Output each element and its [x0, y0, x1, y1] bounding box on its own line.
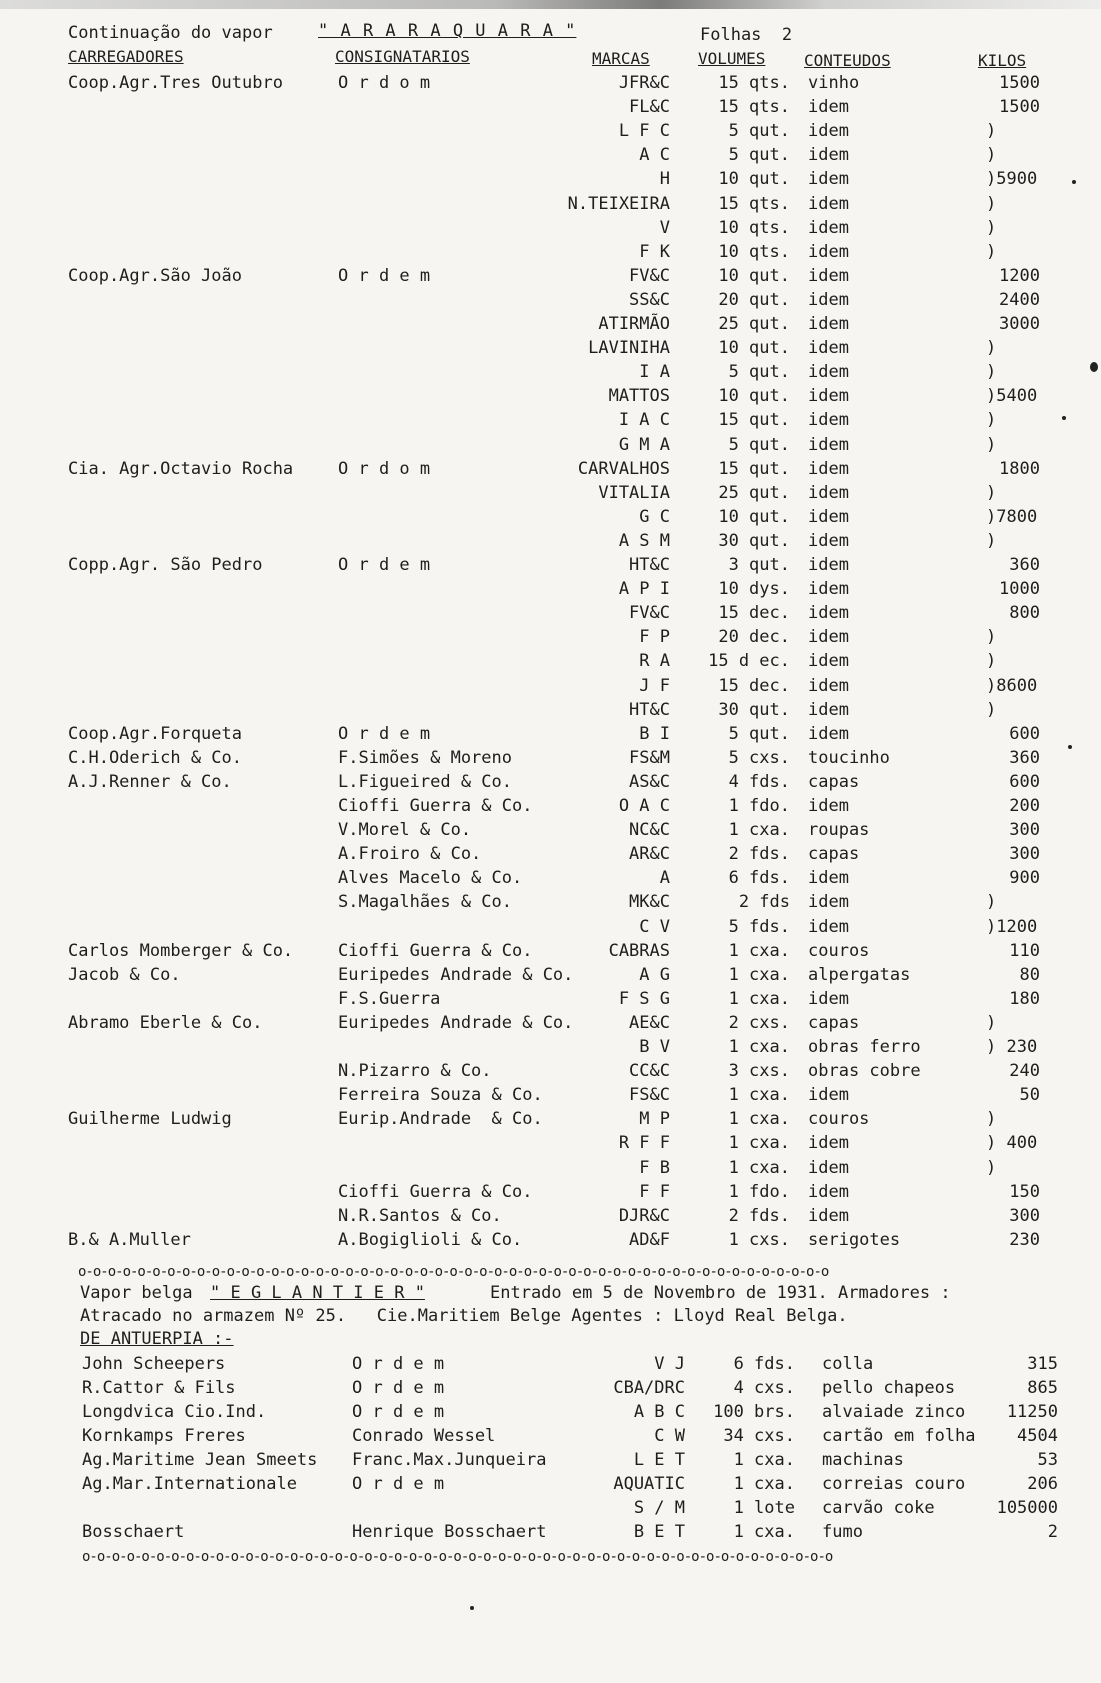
consignatario-cell: Cioffi Guerra & Co.: [338, 940, 533, 961]
kilos-cell: 150: [1009, 1181, 1040, 1202]
conteudo-cell: idem: [808, 241, 849, 262]
marca-cell: R F F: [618, 1133, 670, 1154]
carregador-cell: Guilherme Ludwig: [68, 1109, 232, 1130]
marca-cell: L E T: [633, 1450, 685, 1470]
volume-cell: 2 fds.: [728, 844, 790, 865]
consignatario-cell: S.Magalhães & Co.: [338, 892, 512, 913]
consignatario-cell: A.Bogiglioli & Co.: [338, 1229, 523, 1250]
volume-cell: 15 qut.: [718, 410, 790, 431]
volume-cell: 10 qts.: [718, 217, 790, 238]
volume-cell: 5 cxs.: [728, 747, 790, 768]
volume-cell: 10 qts.: [718, 241, 790, 262]
conteudo-cell: idem: [808, 675, 849, 696]
separator-line-bottom: o-o-o-o-o-o-o-o-o-o-o-o-o-o-o-o-o-o-o-o-o-o-o-o-o-o-o-o-o-o-o-o-o-o-o-o-o-o-o-o-o-o-o-o-o-o-o-o-o-o-o: [82, 1549, 833, 1565]
kilos-cell: ): [986, 193, 997, 214]
conteudo-cell: obras cobre: [808, 1061, 921, 1082]
marca-cell: CC&C: [629, 1061, 670, 1082]
marca-cell: AD&F: [629, 1229, 670, 1250]
marca-cell: N.TEIXEIRA: [567, 193, 670, 214]
volume-cell: 3 cxs.: [728, 1061, 790, 1082]
volume-cell: 2 fds.: [728, 1205, 790, 1226]
col-carregadores: CARREGADORES: [68, 47, 184, 66]
ship2-name: " E G L A N T I E R ": [210, 1283, 425, 1303]
marca-cell: V J: [654, 1354, 685, 1374]
marca-cell: F P: [639, 627, 670, 648]
conteudo-cell: toucinho: [808, 747, 890, 768]
consignatario-cell: F.Simões & Moreno: [338, 747, 512, 768]
conteudo-cell: capas: [808, 771, 860, 792]
kilos-cell: 1200: [999, 265, 1040, 286]
marca-cell: LAVINIHA: [588, 338, 670, 359]
volume-cell: 15 qut.: [718, 458, 790, 479]
marca-cell: I A: [639, 362, 670, 383]
scan-speck: [1072, 180, 1076, 184]
conteudo-cell: cartão em folha: [822, 1426, 976, 1446]
marca-cell: FV&C: [629, 603, 670, 624]
carregador-cell: Ag.Mar.Internationale: [82, 1474, 297, 1494]
consignatario-cell: Alves Macelo & Co.: [338, 868, 523, 889]
consignatario-cell: Cioffi Guerra & Co.: [338, 1181, 533, 1202]
conteudo-cell: idem: [808, 603, 849, 624]
volume-cell: 10 qut.: [718, 169, 790, 190]
conteudo-cell: fumo: [822, 1522, 863, 1542]
conteudo-cell: idem: [808, 1157, 849, 1178]
volume-cell: 15 d ec.: [708, 651, 790, 672]
volume-cell: 4 fds.: [728, 771, 790, 792]
marca-cell: S / M: [633, 1498, 685, 1518]
consignatario-cell: O r d e m: [352, 1378, 445, 1398]
marca-cell: AR&C: [629, 844, 670, 865]
consignatario-cell: O r d e m: [352, 1354, 445, 1374]
marca-cell: B V: [639, 1037, 670, 1057]
kilos-cell: 206: [1027, 1474, 1058, 1494]
separator-line: o-o-o-o-o-o-o-o-o-o-o-o-o-o-o-o-o-o-o-o-o-o-o-o-o-o-o-o-o-o-o-o-o-o-o-o-o-o-o-o-o-o-o-o-o-o-o-o-o-o-o: [78, 1264, 829, 1280]
volume-cell: 1 cxa.: [728, 1157, 790, 1178]
consignatario-cell: Ferreira Souza & Co.: [338, 1085, 543, 1106]
kilos-cell: 600: [1009, 771, 1040, 792]
marca-cell: F F: [639, 1181, 670, 1202]
volume-cell: 2 cxs.: [728, 1012, 790, 1033]
folhas-label: Folhas 2: [700, 25, 793, 45]
volume-cell: 1 cxa.: [728, 964, 790, 985]
kilos-cell: ): [986, 1157, 997, 1178]
marca-cell: M P: [639, 1109, 670, 1130]
carregador-cell: Kornkamps Freres: [82, 1426, 246, 1446]
kilos-cell: 105000: [996, 1498, 1058, 1518]
col-marcas: MARCAS: [592, 49, 650, 68]
marca-cell: CABRAS: [608, 940, 670, 961]
marca-cell: A P I: [618, 579, 670, 600]
kilos-cell: 200: [1009, 796, 1040, 816]
carregador-cell: R.Cattor & Fils: [82, 1378, 236, 1398]
kilos-cell: )5900: [986, 169, 1038, 190]
marca-cell: G M A: [618, 434, 670, 455]
kilos-cell: ) 230: [986, 1037, 1038, 1057]
marca-cell: MATTOS: [608, 386, 670, 407]
conteudo-cell: idem: [808, 555, 849, 575]
conteudo-cell: idem: [808, 362, 849, 383]
volume-cell: 5 qut.: [728, 362, 790, 383]
conteudo-cell: idem: [808, 868, 849, 889]
carregador-cell: Abramo Eberle & Co.: [68, 1012, 263, 1033]
consignatario-cell: O r d e m: [338, 265, 431, 286]
consignatario-cell: O r d o m: [338, 458, 431, 479]
conteudo-cell: vinho: [808, 73, 860, 93]
marca-cell: F S G: [618, 988, 670, 1009]
consignatario-cell: Cioffi Guerra & Co.: [338, 796, 533, 816]
marca-cell: B I: [639, 723, 670, 744]
marca-cell: FV&C: [629, 265, 670, 286]
consignatario-cell: O r d o m: [338, 73, 431, 93]
consignatario-cell: O r d e m: [338, 555, 431, 575]
conteudo-cell: idem: [808, 434, 849, 455]
kilos-cell: 300: [1009, 1205, 1040, 1226]
consignatario-cell: L.Figueired & Co.: [338, 771, 512, 792]
kilos-cell: ): [986, 241, 997, 262]
conteudo-cell: idem: [808, 458, 849, 479]
marca-cell: R A: [639, 651, 670, 672]
volume-cell: 2 fds: [738, 892, 790, 913]
volume-cell: 1 cxa.: [733, 1522, 795, 1542]
carregador-cell: Jacob & Co.: [68, 964, 181, 985]
volume-cell: 30 qut.: [718, 530, 790, 551]
kilos-cell: ): [986, 699, 997, 720]
marca-cell: A B C: [633, 1402, 685, 1422]
conteudo-cell: obras ferro: [808, 1037, 921, 1057]
volume-cell: 30 qut.: [718, 699, 790, 720]
carregador-cell: Coop.Agr.São João: [68, 265, 242, 286]
volume-cell: 5 fds.: [728, 916, 790, 937]
volume-cell: 5 qut.: [728, 145, 790, 166]
conteudo-cell: pello chapeos: [822, 1378, 956, 1398]
kilos-cell: 1000: [999, 579, 1040, 600]
conteudo-cell: idem: [808, 530, 849, 551]
consignatario-cell: O r d e m: [352, 1474, 445, 1494]
conteudo-cell: idem: [808, 193, 849, 214]
marca-cell: C W: [654, 1426, 685, 1446]
marca-cell: L F C: [618, 121, 670, 142]
marca-cell: VITALIA: [598, 482, 670, 503]
kilos-cell: 300: [1009, 820, 1040, 841]
marca-cell: SS&C: [629, 289, 670, 310]
carregador-cell: Bosschaert: [82, 1522, 185, 1542]
conteudo-cell: idem: [808, 1181, 849, 1202]
conteudo-cell: idem: [808, 410, 849, 431]
kilos-cell: ): [986, 651, 997, 672]
volume-cell: 1 fdo.: [728, 796, 790, 816]
conteudo-cell: alvaiade zinco: [822, 1402, 966, 1422]
conteudo-cell: idem: [808, 97, 849, 118]
kilos-cell: 600: [1009, 723, 1040, 744]
marca-cell: B E T: [633, 1522, 685, 1542]
conteudo-cell: idem: [808, 651, 849, 672]
kilos-cell: 2: [1047, 1522, 1058, 1542]
conteudo-cell: idem: [808, 121, 849, 142]
kilos-cell: 180: [1009, 988, 1040, 1009]
carregador-cell: B.& A.Muller: [68, 1229, 191, 1250]
kilos-cell: 240: [1009, 1061, 1040, 1082]
ship2-berth: Atracado no armazem Nº 25. Cie.Maritiem Belge Agentes : Lloyd Real Belga.: [80, 1306, 848, 1326]
marca-cell: FS&M: [629, 747, 670, 768]
consignatario-cell: Euripedes Andrade & Co.: [338, 1012, 574, 1033]
consignatario-cell: F.S.Guerra: [338, 988, 441, 1009]
marca-cell: O A C: [618, 796, 670, 816]
volume-cell: 1 cxa.: [728, 1085, 790, 1106]
title-prefix: Continuação do vapor: [68, 23, 273, 43]
volume-cell: 15 qts.: [718, 73, 790, 93]
carregador-cell: Copp.Agr. São Pedro: [68, 555, 263, 575]
kilos-cell: ): [986, 892, 997, 913]
conteudo-cell: colla: [822, 1354, 874, 1374]
ship-name: " A R A R A Q U A R A ": [318, 21, 577, 41]
marca-cell: A C: [639, 145, 670, 166]
marca-cell: JFR&C: [618, 73, 670, 93]
volume-cell: 6 fds.: [733, 1354, 795, 1374]
kilos-cell: ) 400: [986, 1133, 1038, 1154]
ship2-prefix: Vapor belga: [80, 1283, 193, 1303]
marca-cell: F K: [639, 241, 670, 262]
volume-cell: 1 cxa.: [728, 1109, 790, 1130]
conteudo-cell: idem: [808, 1085, 849, 1106]
carregador-cell: Coop.Agr.Forqueta: [68, 723, 242, 744]
volume-cell: 1 cxa.: [728, 820, 790, 841]
marca-cell: G C: [639, 506, 670, 527]
conteudo-cell: machinas: [822, 1450, 904, 1470]
conteudo-cell: idem: [808, 796, 849, 816]
volume-cell: 15 dec.: [718, 675, 790, 696]
kilos-cell: 1500: [999, 97, 1040, 118]
marca-cell: MK&C: [629, 892, 670, 913]
carregador-cell: John Scheepers: [82, 1354, 226, 1374]
marca-cell: A G: [639, 964, 670, 985]
consignatario-cell: O r d e m: [338, 723, 431, 744]
marca-cell: HT&C: [629, 555, 670, 575]
volume-cell: 100 brs.: [713, 1402, 795, 1422]
kilos-cell: 315: [1027, 1354, 1058, 1374]
conteudo-cell: serigotes: [808, 1229, 901, 1250]
conteudo-cell: carvão coke: [822, 1498, 935, 1518]
conteudo-cell: couros: [808, 1109, 870, 1130]
scan-speck: [470, 1606, 474, 1610]
consignatario-cell: Eurip.Andrade & Co.: [338, 1109, 543, 1130]
conteudo-cell: idem: [808, 169, 849, 190]
volume-cell: 1 lote: [733, 1498, 795, 1518]
volume-cell: 15 qts.: [718, 193, 790, 214]
consignatario-cell: Henrique Bosschaert: [352, 1522, 547, 1542]
conteudo-cell: idem: [808, 314, 849, 334]
conteudo-cell: idem: [808, 916, 849, 937]
volume-cell: 1 cxa.: [733, 1450, 795, 1470]
kilos-cell: ): [986, 530, 997, 551]
volume-cell: 5 qut.: [728, 434, 790, 455]
marca-cell: H: [659, 169, 670, 190]
volume-cell: 20 qut.: [718, 289, 790, 310]
col-consignatarios: CONSIGNATARIOS: [335, 47, 470, 66]
marca-cell: ATIRMÃO: [598, 314, 670, 334]
volume-cell: 3 qut.: [728, 555, 790, 575]
kilos-cell: )5400: [986, 386, 1038, 407]
kilos-cell: )8600: [986, 675, 1038, 696]
kilos-cell: 110: [1009, 940, 1040, 961]
kilos-cell: ): [986, 1012, 997, 1033]
volume-cell: 10 qut.: [718, 265, 790, 286]
conteudo-cell: idem: [808, 506, 849, 527]
consignatario-cell: N.R.Santos & Co.: [338, 1205, 502, 1226]
carregador-cell: Cia. Agr.Octavio Rocha: [68, 458, 294, 479]
kilos-cell: ): [986, 434, 997, 455]
marca-cell: FS&C: [629, 1085, 670, 1106]
conteudo-cell: idem: [808, 338, 849, 359]
volume-cell: 25 qut.: [718, 314, 790, 334]
conteudo-cell: idem: [808, 988, 849, 1009]
kilos-cell: 2400: [999, 289, 1040, 310]
kilos-cell: ): [986, 362, 997, 383]
volume-cell: 10 qut.: [718, 506, 790, 527]
kilos-cell: 80: [1019, 964, 1040, 985]
kilos-cell: 865: [1027, 1378, 1058, 1398]
origin-label: DE ANTUERPIA :-: [80, 1329, 234, 1349]
col-conteudos: CONTEUDOS: [804, 51, 891, 70]
volume-cell: 5 qut.: [728, 121, 790, 142]
volume-cell: 10 dys.: [718, 579, 790, 600]
scan-edge: [0, 0, 1101, 9]
conteudo-cell: idem: [808, 892, 849, 913]
marca-cell: CARVALHOS: [577, 458, 670, 479]
marca-cell: CBA/DRC: [613, 1378, 685, 1398]
conteudo-cell: idem: [808, 699, 849, 720]
volume-cell: 20 dec.: [718, 627, 790, 648]
kilos-cell: ): [986, 217, 997, 238]
marca-cell: FL&C: [629, 97, 670, 118]
consignatario-cell: A.Froiro & Co.: [338, 844, 482, 865]
conteudo-cell: idem: [808, 217, 849, 238]
scan-speck: [1068, 745, 1072, 749]
kilos-cell: )1200: [986, 916, 1038, 937]
conteudo-cell: idem: [808, 289, 849, 310]
conteudo-cell: idem: [808, 1205, 849, 1226]
conteudo-cell: correias couro: [822, 1474, 966, 1494]
volume-cell: 15 dec.: [718, 603, 790, 624]
conteudo-cell: idem: [808, 579, 849, 600]
kilos-cell: 230: [1009, 1229, 1040, 1250]
kilos-cell: 1500: [999, 73, 1040, 93]
scan-speck: [1090, 362, 1098, 372]
kilos-cell: 300: [1009, 844, 1040, 865]
carregador-cell: Carlos Momberger & Co.: [68, 940, 294, 961]
col-volumes: VOLUMES: [698, 49, 766, 68]
kilos-cell: 53: [1037, 1450, 1058, 1470]
consignatario-cell: Conrado Wessel: [352, 1426, 496, 1446]
marca-cell: F B: [639, 1157, 670, 1178]
kilos-cell: 4504: [1017, 1426, 1058, 1446]
consignatario-cell: N.Pizarro & Co.: [338, 1061, 492, 1082]
volume-cell: 15 qts.: [718, 97, 790, 118]
kilos-cell: 3000: [999, 314, 1040, 334]
kilos-cell: 11250: [1006, 1402, 1058, 1422]
marca-cell: AE&C: [629, 1012, 670, 1033]
conteudo-cell: idem: [808, 482, 849, 503]
kilos-cell: ): [986, 482, 997, 503]
conteudo-cell: idem: [808, 386, 849, 407]
volume-cell: 5 qut.: [728, 723, 790, 744]
conteudo-cell: capas: [808, 1012, 860, 1033]
carregador-cell: Coop.Agr.Tres Outubro: [68, 73, 283, 93]
consignatario-cell: O r d e m: [352, 1402, 445, 1422]
kilos-cell: ): [986, 121, 997, 142]
volume-cell: 10 qut.: [718, 386, 790, 407]
kilos-cell: 360: [1009, 747, 1040, 768]
kilos-cell: ): [986, 338, 997, 359]
marca-cell: DJR&C: [618, 1205, 670, 1226]
volume-cell: 1 cxa.: [728, 1037, 790, 1057]
consignatario-cell: V.Morel & Co.: [338, 820, 472, 841]
kilos-cell: ): [986, 627, 997, 648]
ship2-entry: Entrado em 5 de Novembro de 1931. Armadores :: [490, 1283, 951, 1303]
volume-cell: 1 cxa.: [733, 1474, 795, 1494]
conteudo-cell: idem: [808, 723, 849, 744]
volume-cell: 1 cxa.: [728, 1133, 790, 1154]
consignatario-cell: Franc.Max.Junqueira: [352, 1450, 547, 1470]
volume-cell: 1 cxs.: [728, 1229, 790, 1250]
kilos-cell: ): [986, 145, 997, 166]
conteudo-cell: idem: [808, 1133, 849, 1154]
volume-cell: 1 fdo.: [728, 1181, 790, 1202]
carregador-cell: C.H.Oderich & Co.: [68, 747, 242, 768]
conteudo-cell: couros: [808, 940, 870, 961]
volume-cell: 4 cxs.: [733, 1378, 795, 1398]
marca-cell: C V: [639, 916, 670, 937]
conteudo-cell: idem: [808, 145, 849, 166]
kilos-cell: 800: [1009, 603, 1040, 624]
kilos-cell: 360: [1009, 555, 1040, 575]
marca-cell: A: [659, 868, 670, 889]
col-kilos: KILOS: [978, 51, 1027, 70]
marca-cell: V: [659, 217, 670, 238]
kilos-cell: 1800: [999, 458, 1040, 479]
volume-cell: 10 qut.: [718, 338, 790, 359]
marca-cell: AS&C: [629, 771, 670, 792]
carregador-cell: A.J.Renner & Co.: [68, 771, 232, 792]
carregador-cell: Longdvica Cio.Ind.: [82, 1402, 267, 1422]
kilos-cell: ): [986, 1109, 997, 1130]
consignatario-cell: Euripedes Andrade & Co.: [338, 964, 574, 985]
marca-cell: NC&C: [629, 820, 670, 841]
volume-cell: 1 cxa.: [728, 940, 790, 961]
marca-cell: HT&C: [629, 699, 670, 720]
conteudo-cell: capas: [808, 844, 860, 865]
conteudo-cell: idem: [808, 265, 849, 286]
volume-cell: 25 qut.: [718, 482, 790, 503]
conteudo-cell: roupas: [808, 820, 870, 841]
conteudo-cell: alpergatas: [808, 964, 911, 985]
carregador-cell: Ag.Maritime Jean Smeets: [82, 1450, 318, 1470]
conteudo-cell: idem: [808, 627, 849, 648]
kilos-cell: 900: [1009, 868, 1040, 889]
scan-speck: [1062, 416, 1066, 420]
volume-cell: 1 cxa.: [728, 988, 790, 1009]
kilos-cell: 50: [1019, 1085, 1040, 1106]
kilos-cell: ): [986, 410, 997, 431]
volume-cell: 34 cxs.: [723, 1426, 795, 1446]
marca-cell: A S M: [618, 530, 670, 551]
marca-cell: AQUATIC: [613, 1474, 685, 1494]
volume-cell: 6 fds.: [728, 868, 790, 889]
marca-cell: J F: [639, 675, 670, 696]
kilos-cell: )7800: [986, 506, 1038, 527]
marca-cell: I A C: [618, 410, 670, 431]
